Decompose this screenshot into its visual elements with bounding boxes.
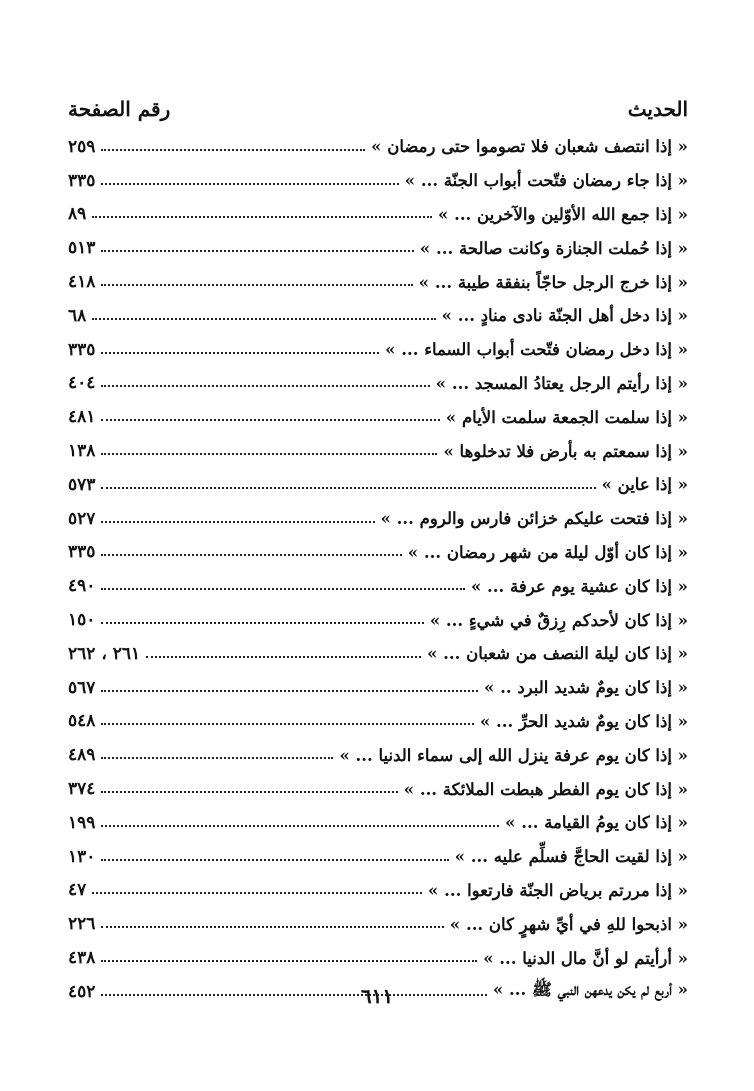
page-number: ٢٦١ ، ٢٦٢	[68, 643, 141, 664]
page-footer	[0, 981, 754, 1008]
hadith-text: « إذا عاين »	[601, 475, 688, 495]
dot-leader	[101, 352, 379, 354]
page-number: ٤٥٢	[68, 981, 96, 1002]
page-number: ٤٧	[68, 880, 87, 901]
page-number: ٥١٣	[68, 238, 96, 259]
index-entry	[68, 265, 688, 299]
hadith-index-list	[68, 130, 688, 1009]
dot-leader	[101, 960, 477, 962]
index-entry	[68, 164, 688, 198]
hadith-text: « إذا رأيتم الرجل يعتادُ المسجد ... »	[435, 373, 688, 393]
hadith-text: « إذا كان أوّل ليلة من شهر رمضان ... »	[407, 542, 688, 562]
hadith-text: « إذا دخل أهل الجنّة نادى منادٍ ... »	[441, 306, 688, 326]
dot-leader	[92, 892, 422, 894]
footer-page-number: ٦١١	[360, 984, 394, 1008]
dot-leader	[101, 419, 439, 421]
page-number: ٥٦٧	[68, 677, 96, 698]
hadith-text: « إذا كان لأحدكم رِزقٌ في شيءٍ ... »	[429, 610, 688, 630]
index-entry	[68, 299, 688, 333]
index-entry	[68, 231, 688, 265]
page-number: ٣٧٤	[68, 779, 96, 800]
hadith-text: « إذا كان يومٌ شديد البرد .. »	[484, 678, 688, 698]
dot-leader	[101, 690, 478, 692]
index-entry	[68, 502, 688, 536]
page-column-header: رقم الصفحة	[68, 97, 171, 121]
index-entry	[68, 130, 688, 164]
index-entry	[68, 198, 688, 232]
hadith-text: « إذا دخل رمضان فتّحت أبواب السماء ... »	[385, 340, 688, 360]
dot-leader	[101, 284, 412, 286]
page-number: ٥٢٧	[68, 508, 96, 529]
hadith-column-header: الحديث	[627, 97, 688, 121]
page-number: ٤٩٠	[68, 576, 96, 597]
page-number: ١٥٠	[68, 610, 96, 631]
index-entry	[68, 874, 688, 908]
index-entry	[68, 536, 688, 570]
page-number: ٤٣٨	[68, 948, 96, 969]
dot-leader	[101, 825, 499, 827]
page-number: ٢٥٩	[68, 136, 96, 157]
page-number: ١٣٠	[68, 846, 96, 867]
dot-leader	[92, 318, 435, 320]
dot-leader	[101, 250, 414, 252]
index-entry	[68, 400, 688, 434]
column-headers	[68, 92, 688, 126]
hadith-text: « إذا جاء رمضان فتّحت أبواب الجنّة ... »	[404, 171, 688, 191]
hadith-text: « إذا جمع الله الأوّلين والآخرين ... »	[438, 204, 688, 224]
dot-leader	[101, 554, 401, 556]
hadith-text: « إذا سمعتم به بأرض فلا تدخلوها »	[443, 441, 688, 461]
index-entry	[68, 569, 688, 603]
hadith-text: « إذا كان عشية يوم عرفة ... »	[471, 576, 688, 596]
index-entry	[68, 941, 688, 975]
index-entry	[68, 367, 688, 401]
index-entry	[68, 806, 688, 840]
page-number: ١٩٩	[68, 812, 96, 833]
hadith-text: « إذا حُملت الجنازة وكانت صالحة ... »	[419, 238, 688, 258]
hadith-text: « إذا كان يوم عرفة ينزل الله إلى سماء الدنيا ... »	[339, 745, 688, 765]
dot-leader	[101, 859, 448, 861]
hadith-text: « إذا خرج الرجل حاجّاً بنفقة طيبة ... »	[418, 272, 688, 292]
hadith-text: « إذا كان يومُ القيامة ... »	[505, 813, 688, 833]
index-entry	[68, 840, 688, 874]
index-entry	[68, 603, 688, 637]
index-entry	[68, 637, 688, 671]
page-number: ٨٩	[68, 204, 87, 225]
page-number: ٤٨٩	[68, 745, 96, 766]
dot-leader	[101, 757, 333, 759]
dot-leader	[101, 723, 474, 725]
dot-leader	[101, 521, 374, 523]
hadith-text: « إذا كان ليلة النصف من شعبان ... »	[427, 644, 688, 664]
page-number: ٤١٨	[68, 272, 96, 293]
hadith-text: « اذبحوا للهِ في أيِّ شهرٍ كان ... »	[449, 914, 688, 934]
index-entry	[68, 468, 688, 502]
page-number: ٢٢٦	[68, 914, 96, 935]
index-entry	[68, 907, 688, 941]
hadith-text: « إذا سلمت الجمعة سلمت الأيام »	[445, 407, 688, 427]
page-number: ٣٣٥	[68, 339, 96, 360]
hadith-text: « إذا انتصف شعبان فلا تصوموا حتى رمضان »	[371, 137, 688, 157]
dot-leader	[146, 656, 421, 658]
hadith-text: « إذا لقيت الحاجَّ فسلِّم عليه ... »	[454, 847, 688, 867]
dot-leader	[101, 385, 429, 387]
page-number: ٤٠٤	[68, 373, 96, 394]
page-number: ٣٣٥	[68, 542, 96, 563]
page-number: ٤٨١	[68, 407, 96, 428]
hadith-text: « أربع لم يكن يدعهن النبي ﷺ ... »	[492, 979, 688, 999]
hadith-text: « إذا كان يوم الفطر هبطت الملائكة ... »	[403, 779, 688, 799]
dot-leader	[101, 622, 423, 624]
index-entry	[68, 738, 688, 772]
dot-leader	[92, 216, 432, 218]
hadith-text: « إذا كان يومٌ شديد الحرِّ ... »	[479, 711, 688, 731]
index-entry	[68, 333, 688, 367]
dot-leader	[101, 791, 397, 793]
index-entry	[68, 671, 688, 705]
hadith-text: « إذا فتحت عليكم خزائن فارس والروم ... »	[380, 509, 688, 529]
dot-leader	[101, 453, 437, 455]
hadith-text: « إذا مررتم برياض الجنّة فارتعوا ... »	[428, 880, 688, 900]
dot-leader	[101, 487, 595, 489]
page-number: ١٣٨	[68, 441, 96, 462]
index-entry	[68, 434, 688, 468]
index-entry	[68, 705, 688, 739]
dot-leader	[101, 149, 365, 151]
dot-leader	[101, 183, 398, 185]
hadith-text: « أرأيتم لو أنَّ مال الدنيا ... »	[483, 948, 688, 968]
dot-leader	[101, 588, 465, 590]
page-number: ٥٤٨	[68, 711, 96, 732]
dot-leader	[101, 926, 443, 928]
page-number: ٥٧٣	[68, 474, 96, 495]
page-number: ٦٨	[68, 305, 87, 326]
page-number: ٣٣٥	[68, 170, 96, 191]
index-entry	[68, 772, 688, 806]
